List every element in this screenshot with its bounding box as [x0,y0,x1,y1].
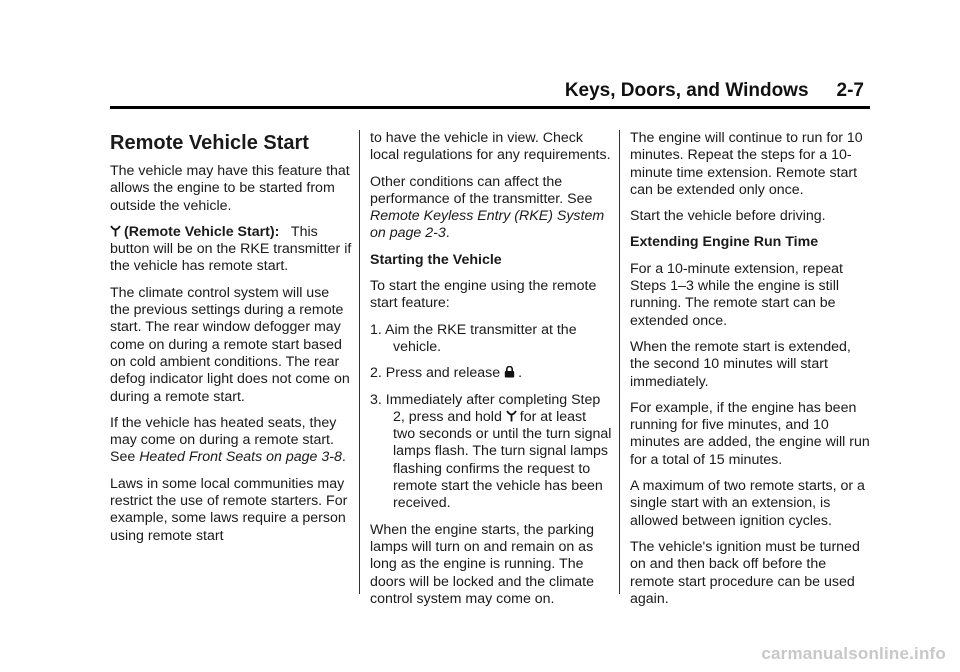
column-1 [110,130,352,554]
paragraph: To start the engine using the remote start feature: [370,278,597,312]
paragraph: If the vehicle has heated seats, they may come on during a remote start. See Heated Front Seats on page 3-8. [110,414,346,466]
column-divider [359,130,360,594]
cross-reference: Heated Front Seats on page 3-8 [139,449,342,466]
page-header [565,80,864,102]
paragraph: Laws in some local communities may restrict the use of remote starters. For example, some laws require a person using remote start [110,475,348,544]
header-rule [110,106,870,109]
step-1: 1. Aim the RKE transmitter at the vehicle. [370,321,577,355]
page-number: 2-7 [836,80,864,101]
paragraph: The engine will continue to run for 10 minutes. Repeat the steps for a 10-minute time extension. Remote start can be extended only once. [630,130,863,198]
paragraph: The vehicle may have this feature that allows the engine to be started from outside the vehicle. [110,163,350,214]
remote-start-label: (Remote Vehicle Start): [124,223,280,240]
paragraph [110,224,352,276]
paragraph: Start the vehicle before driving. [630,208,826,225]
remote-start-icon [506,410,517,422]
column-3 [630,130,872,617]
paragraph: to have the vehicle in view. Check local regulations for any requirements. [370,130,611,164]
remote-start-text: This button will be on the RKE transmitter if the vehicle has remote start. [110,223,352,275]
column-divider [619,130,620,594]
step-3: 3. Immediately after completing Step 2, press and hold for at least two seconds or until the turn signal lamps flash. The turn signal lamps flashing confirms the request to remote start the vehicle has been received. [370,391,612,512]
subheading: Starting the Vehicle [370,251,502,268]
cross-reference: Remote Keyless Entry (RKE) System on page 2-3 [370,208,605,242]
paragraph: When the engine starts, the parking lamps will turn on and remain on as long as the engine is running. The doors will be locked and the climate control system may come on. [370,521,594,607]
paragraph: When the remote start is extended, the second 10 minutes will start immediately. [630,338,851,390]
section-title: Keys, Doors, and Windows [564,80,809,101]
lock-icon [504,366,515,378]
paragraph: For example, if the engine has been running for five minutes, and 10 minutes are added, the engine will run for a total of 15 minutes. [630,399,870,468]
column-2 [370,130,612,617]
paragraph: Other conditions can affect the performance of the transmitter. See Remote Keyless Entry (RKE) System on page 2-3. [370,173,605,242]
paragraph: A maximum of two remote starts, or a single start with an extension, is allowed between ignition cycles. [630,478,865,529]
paragraph: For a 10-minute extension, repeat Steps 1–3 while the engine is still running. The remote start can be extended once. [630,260,843,329]
paragraph: The climate control system will use the previous settings during a remote start. The rear window defogger may come on during a remote start based on cold ambient conditions. The rear defog indicator light does not come on during a remote start. [110,284,350,405]
section-heading: Remote Vehicle Start [110,132,309,154]
paragraph: The vehicle's ignition must be turned on and then back off before the remote start procedure can be used again. [630,538,860,607]
watermark: carmanualsonline.info [761,644,946,663]
remote-start-icon [110,225,121,237]
subheading: Extending Engine Run Time [630,234,819,251]
step-2: 2. Press and release . [370,365,523,382]
